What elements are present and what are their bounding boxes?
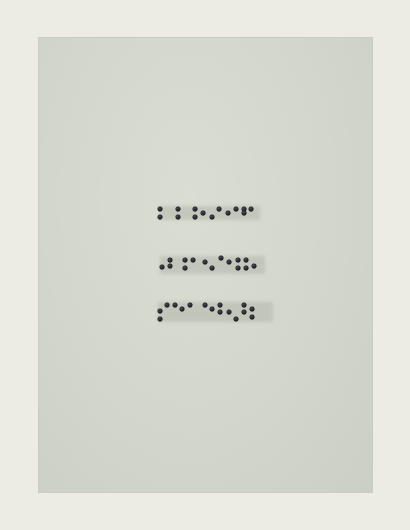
braille-dot [175, 214, 180, 219]
braille-dot [225, 210, 230, 215]
braille-dot [226, 259, 231, 264]
braille-dot [157, 214, 162, 219]
braille-dot [179, 306, 184, 311]
braille-dot [241, 210, 246, 215]
braille-dot [167, 263, 172, 268]
braille-dot [216, 206, 221, 211]
braille-dot [190, 257, 195, 262]
braille-dot [233, 206, 238, 211]
braille-dot [241, 309, 246, 314]
braille-dot [226, 309, 231, 314]
braille-dot [200, 210, 205, 215]
braille-dot [182, 265, 187, 270]
braille-dot [217, 302, 222, 307]
braille-dot [249, 306, 254, 311]
braille-dot [209, 214, 214, 219]
braille-dot [248, 206, 253, 211]
braille-dot [243, 257, 248, 262]
braille-dot [209, 306, 214, 311]
braille-dot [157, 316, 162, 321]
braille-dot [157, 308, 162, 313]
braille-dot [187, 302, 192, 307]
braille-dot [175, 206, 180, 211]
braille-dot [251, 263, 256, 268]
braille-dot [157, 206, 162, 211]
braille-dot [209, 265, 214, 270]
braille-dot [182, 257, 187, 262]
braille-dot [202, 302, 207, 307]
braille-dot [192, 206, 197, 211]
braille-dot [172, 302, 177, 307]
braille-dot [233, 316, 238, 321]
braille-dot [159, 264, 164, 269]
braille-dot [235, 265, 240, 270]
braille-dot [164, 302, 169, 307]
braille-dot [243, 265, 248, 270]
braille-dot [192, 214, 197, 219]
braille-dot [235, 257, 240, 262]
braille-dot [167, 257, 172, 262]
braille-dot [218, 255, 223, 260]
braille-dot [249, 314, 254, 319]
braille-dot [241, 302, 246, 307]
braille-dot [202, 259, 207, 264]
braille-dot [217, 309, 222, 314]
